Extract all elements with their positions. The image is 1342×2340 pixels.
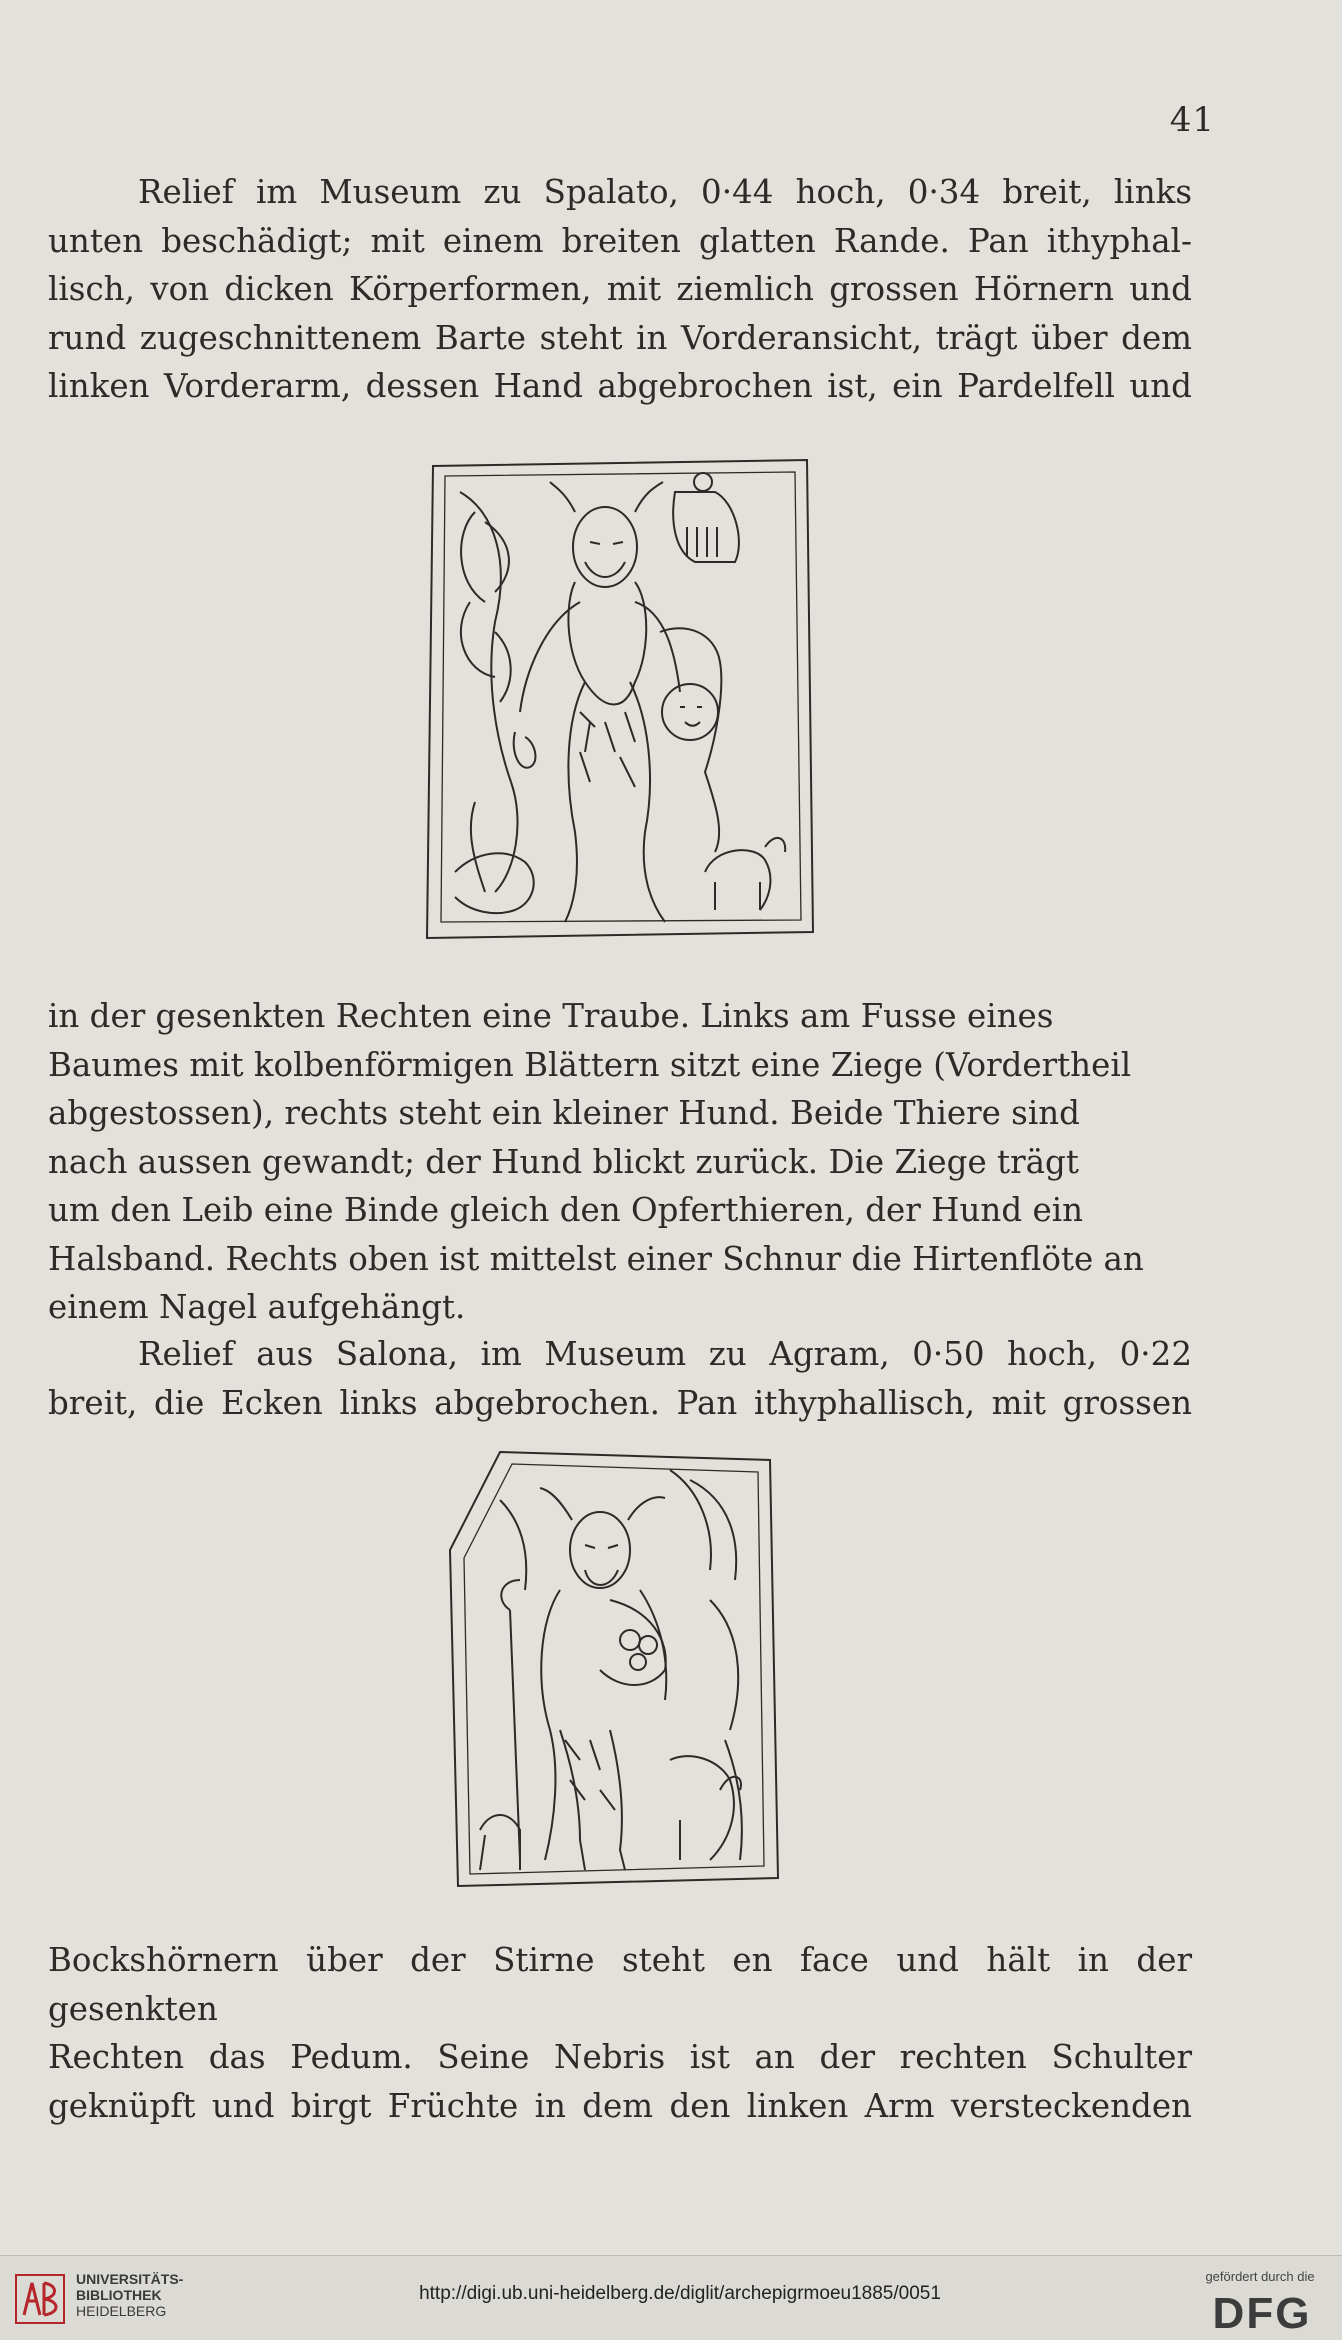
library-name bbox=[76, 2271, 183, 2319]
paragraph-relief-salona bbox=[48, 1330, 1192, 1427]
library-line: HEIDELBERG bbox=[76, 2303, 167, 2319]
text-line: unten beschädigt; mit einem breiten glatten Rande. Pan ithyphal- bbox=[48, 221, 1192, 260]
text-line: linken Vorderarm, dessen Hand abgebrochen ist, ein Pardelfell und bbox=[48, 367, 1192, 405]
text-line: nach aussen gewandt; der Hund blickt zurück. Die Ziege trägt bbox=[48, 1142, 1079, 1181]
library-line: BIBLIOTHEK bbox=[76, 2287, 162, 2303]
text-line: Baumes mit kolbenförmigen Blättern sitzt eine Ziege (Vordertheil bbox=[48, 1045, 1132, 1084]
text-line: abgestossen), rechts steht ein kleiner Hund. Beide Thiere sind bbox=[48, 1094, 1080, 1132]
relief-spalato-figure bbox=[415, 452, 820, 947]
pan-relief-drawing-icon bbox=[415, 452, 820, 947]
paragraph-relief-spalato-cont bbox=[48, 992, 1192, 1332]
text-line: Relief aus Salona, im Museum zu Agram, 0·50 hoch, 0·22 bbox=[138, 1335, 1192, 1373]
text-line: um den Leib eine Binde gleich den Opferthieren, der Hund ein bbox=[48, 1191, 1084, 1229]
dfg-logo: DFG bbox=[1212, 2289, 1312, 2338]
footer-divider bbox=[0, 2255, 1342, 2256]
text-line: lisch, von dicken Körperformen, mit ziemlich grossen Hörnern und bbox=[48, 270, 1192, 308]
text-line: Halsband. Rechts oben ist mittelst einer Schnur die Hirtenflöte an bbox=[48, 1239, 1144, 1278]
text-line: einem Nagel aufgehängt. bbox=[48, 1288, 466, 1326]
permalink-url[interactable]: http://digi.ub.uni-heidelberg.de/diglit/archepigrmoeu1885/0051 bbox=[419, 2283, 941, 2304]
text-line: rund zugeschnittenem Barte steht in Vorderansicht, trägt über dem bbox=[48, 318, 1192, 357]
funding-label: gefördert durch die bbox=[1205, 2269, 1315, 2284]
university-library-logo-icon bbox=[14, 2273, 66, 2325]
paragraph-relief-salona-cont bbox=[48, 1936, 1192, 2130]
page-number: 41 bbox=[1169, 100, 1215, 140]
text-line: Relief im Museum zu Spalato, 0·44 hoch, 0·34 breit, links bbox=[138, 173, 1192, 211]
library-line: UNIVERSITÄTS- bbox=[76, 2271, 184, 2287]
text-line: breit, die Ecken links abgebrochen. Pan ithyphallisch, mit grossen bbox=[48, 1383, 1192, 1422]
text-line: Rechten das Pedum. Seine Nebris ist an der rechten Schulter bbox=[48, 2038, 1192, 2076]
text-line: in der gesenkten Rechten eine Traube. Links am Fusse eines bbox=[48, 997, 1054, 1035]
text-line: Bockshörnern über der Stirne steht en face und hält in der gesenkten bbox=[48, 1941, 1192, 2028]
relief-salona-figure bbox=[440, 1440, 785, 1895]
paragraph-relief-spalato bbox=[48, 168, 1192, 411]
viewer-footer bbox=[0, 2255, 1342, 2340]
text-line: geknüpft und birgt Früchte in dem den linken Arm versteckenden bbox=[48, 2086, 1192, 2125]
pan-relief-drawing-icon bbox=[440, 1440, 785, 1895]
